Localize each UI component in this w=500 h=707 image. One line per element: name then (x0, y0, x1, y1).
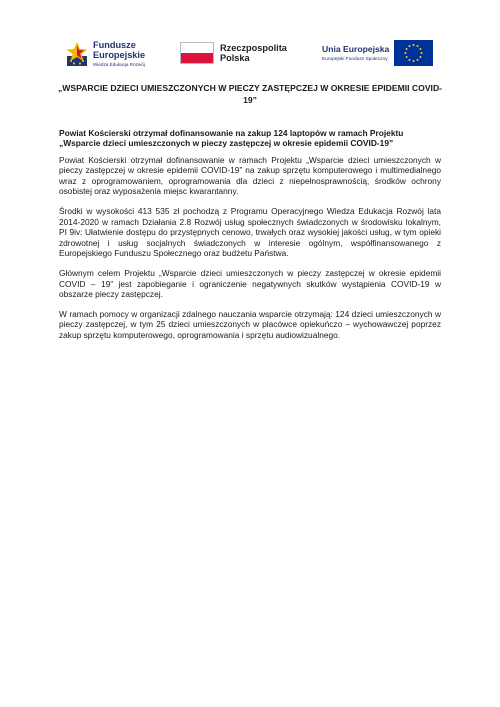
eu-star (406, 48, 408, 50)
eu-star (413, 44, 415, 46)
document-body (59, 128, 441, 350)
eu-star (409, 59, 411, 61)
unia-europejska-logo (322, 38, 434, 72)
fe-logo-name: Fundusze Europejskie (93, 40, 146, 60)
paragraph-support: W ramach pomocy w organizacji zdalnego nauczania wsparcie otrzymają: 124 dzieci umieszczonych w pieczy zastępczej, w tym 25 dzieci umieszczonych w placówce opiekuńczo – wychowawczej poprzez zakup sprzętu komputerowego, oprogramowania i sprzętu audiowizualnego. (59, 308, 441, 340)
logo-bar (0, 38, 500, 72)
eu-star (405, 52, 407, 54)
ue-logo-subtitle: Europejski Fundusz Społeczny (322, 57, 388, 62)
lead-paragraph: Powiat Kościerski otrzymał dofinansowanie na zakup 124 laptopów w ramach Projektu „Wsparcie dzieci umieszczonych w pieczy zastępczej w okresie epidemii COVID-19” (59, 128, 404, 149)
eu-star (419, 56, 421, 58)
paragraph-goal: Głównym celem Projektu „Wsparcie dzieci umieszczonych w pieczy zastępczej w okresie epidemii COVID – 19” jest zapobieganie i ograniczenie negatywnych skutków wystąpienia COVID-19 w obszarze pieczy zastępczej. (59, 267, 441, 300)
eu-flag-icon (394, 40, 433, 66)
eu-star (406, 56, 408, 58)
eu-star (421, 52, 423, 54)
eu-star (417, 59, 419, 61)
fundusze-europejskie-star-icon (64, 40, 90, 68)
eu-star (417, 45, 419, 47)
fundusze-europejskie-logo (64, 38, 160, 72)
paragraph-sources: Środki w wysokości 413 535 zł pochodzą z Programu Operacyjnego Wiedza Edukacja Rozwój lata 2014-2020 w ramach Działania 2.8 Rozwój usług społecznych świadczonych w środowisku lokalnym, PI 9iv: Ułatwienie dostępu do przystępnych cenowo, trwałych oraz wysokiej jakości usług, w tym opieki zdrowotnej i usług socjalnych świadczonych w interesie ogólnym, współfinansowanego z Europejskiego Funduszu Społecznego oraz budżetu Państwa. (59, 205, 441, 259)
rzeczpospolita-polska-logo (180, 38, 290, 72)
rp-logo-name: Rzeczpospolita Polska (220, 43, 287, 63)
eu-star (419, 48, 421, 50)
paragraph-funding: Powiat Kościerski otrzymał dofinansowanie w ramach Projektu „Wsparcie dzieci umieszczonych w pieczy zastępczej w okresie epidemii COVID-19” na zakup sprzętu komputerowego i multimedialnego wraz z oprogramowaniem, oprogramowania dla dzieci z niepełnosprawnością, środków ochrony osobistej oraz wyposażenia miejsc kwarantanny. (59, 154, 441, 197)
eu-star (413, 60, 415, 62)
ue-logo-name: Unia Europejska (322, 44, 390, 54)
eu-star (409, 45, 411, 47)
poland-flag-icon (180, 42, 214, 64)
document-title: „WSPARCIE DZIECI UMIESZCZONYCH W PIECZY ZASTĘPCZEJ W OKRESIE EPIDEMII COVID-19” (57, 83, 443, 105)
fe-logo-subtitle: Wiedza Edukacja Rozwój (93, 62, 145, 67)
